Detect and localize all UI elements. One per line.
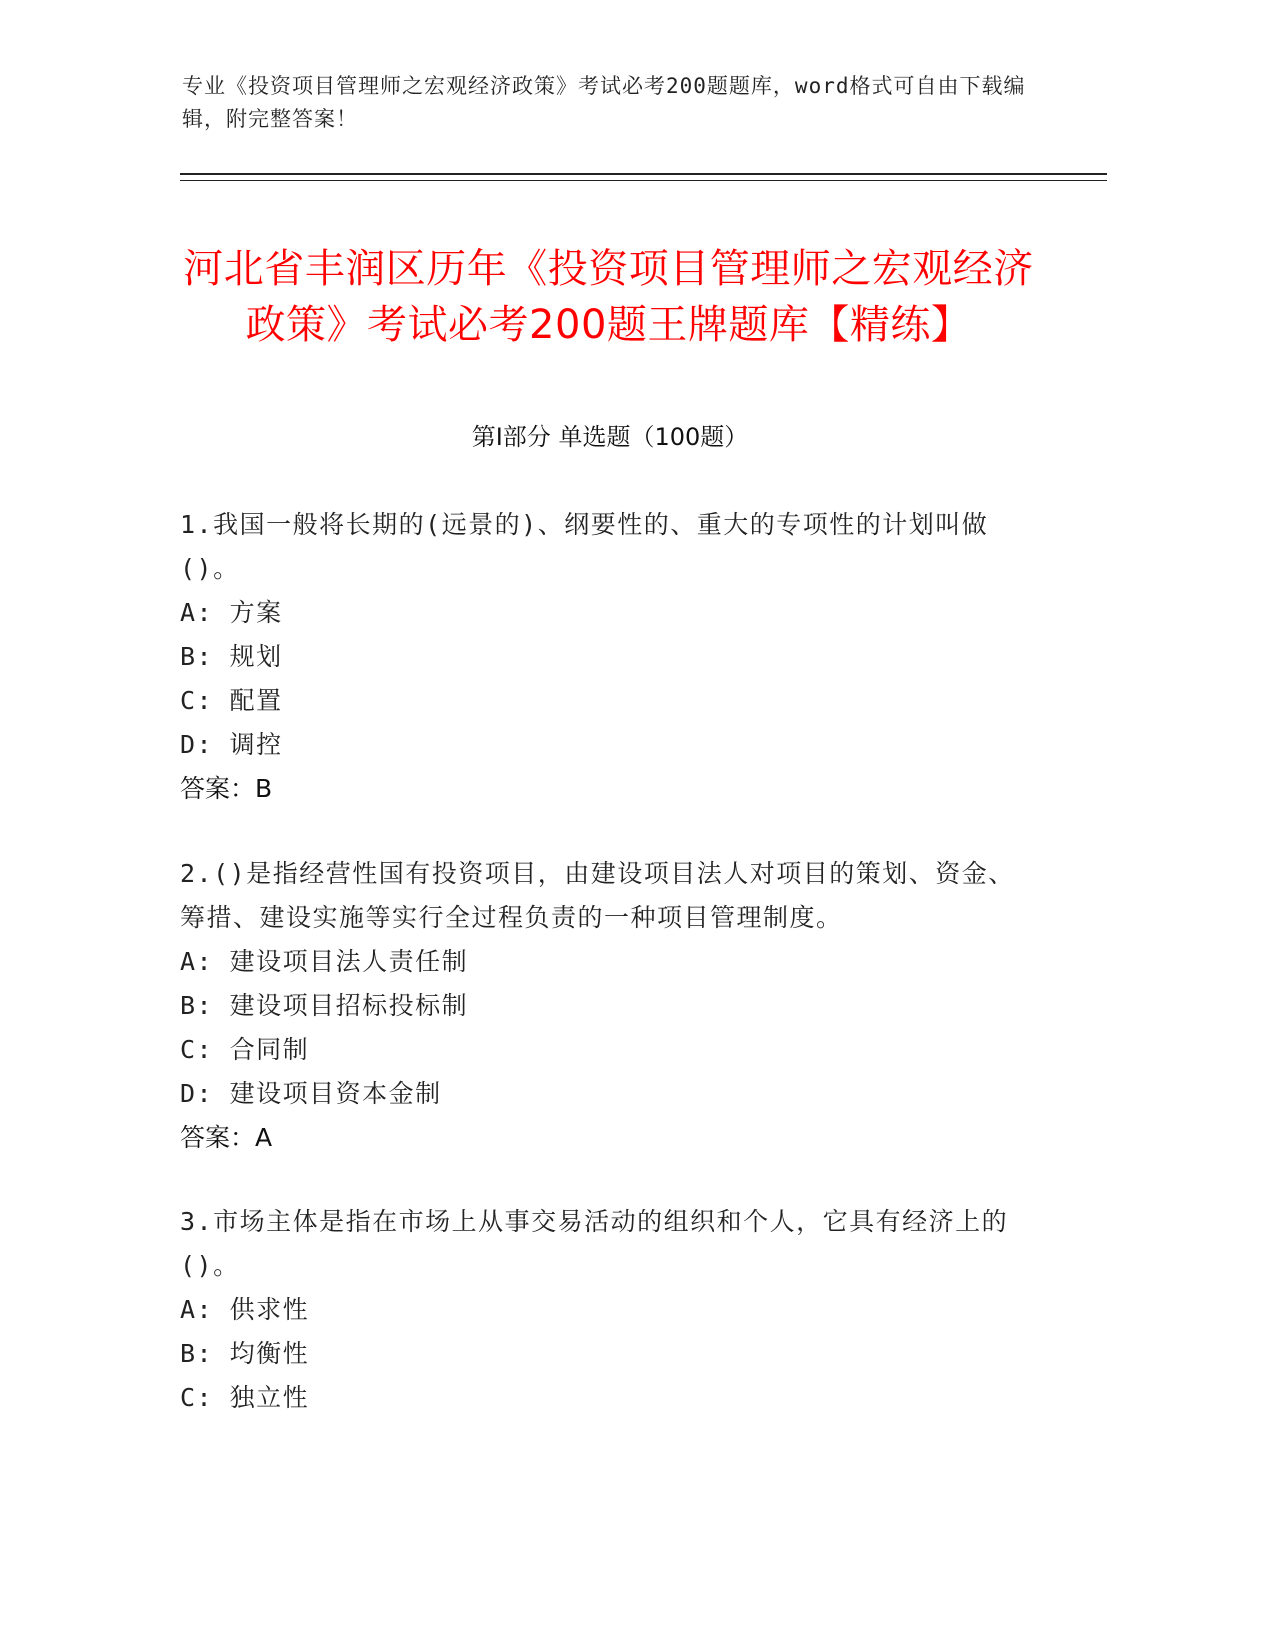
option-a: A: 供求性 [180,1295,310,1324]
document-title: 河北省丰润区历年《投资项目管理师之宏观经济政策》考试必考200题王牌题库【精练】 [183,245,1034,348]
answer: 答案：A [180,1123,273,1152]
option-d: D: 建设项目资本金制 [180,1079,442,1108]
section-title: 第I部分 单选题（100题） [471,423,749,451]
option-c: C: 配置 [180,686,283,715]
question-2 [180,852,1040,1160]
question-stem: 2.()是指经营性国有投资项目，由建设项目法人对项目的策划、资金、筹措、建设实施等实行全过程负责的一种项目管理制度。 [180,859,1015,932]
answer: 答案：B [180,774,273,803]
question-stem: 3.市场主体是指在市场上从事交易活动的组织和个人，它具有经济上的()。 [180,1207,1009,1280]
option-a: A: 方案 [180,598,283,627]
header-divider-thin [180,180,1107,181]
option-d: D: 调控 [180,730,283,759]
option-c: C: 合同制 [180,1035,310,1064]
question-1 [180,503,1040,811]
option-b: B: 均衡性 [180,1339,310,1368]
option-c: C: 独立性 [180,1383,310,1412]
option-b: B: 建设项目招标投标制 [180,991,469,1020]
question-3 [180,1200,1040,1420]
header-divider-thick [180,173,1107,175]
option-a: A: 建设项目法人责任制 [180,947,469,976]
option-b: B: 规划 [180,642,283,671]
question-stem: 1.我国一般将长期的(远景的)、纲要性的、重大的专项性的计划叫做()。 [180,510,989,583]
header-note: 专业《投资项目管理师之宏观经济政策》考试必考200题题库，word格式可自由下载编辑，附完整答案！ [182,74,1026,131]
